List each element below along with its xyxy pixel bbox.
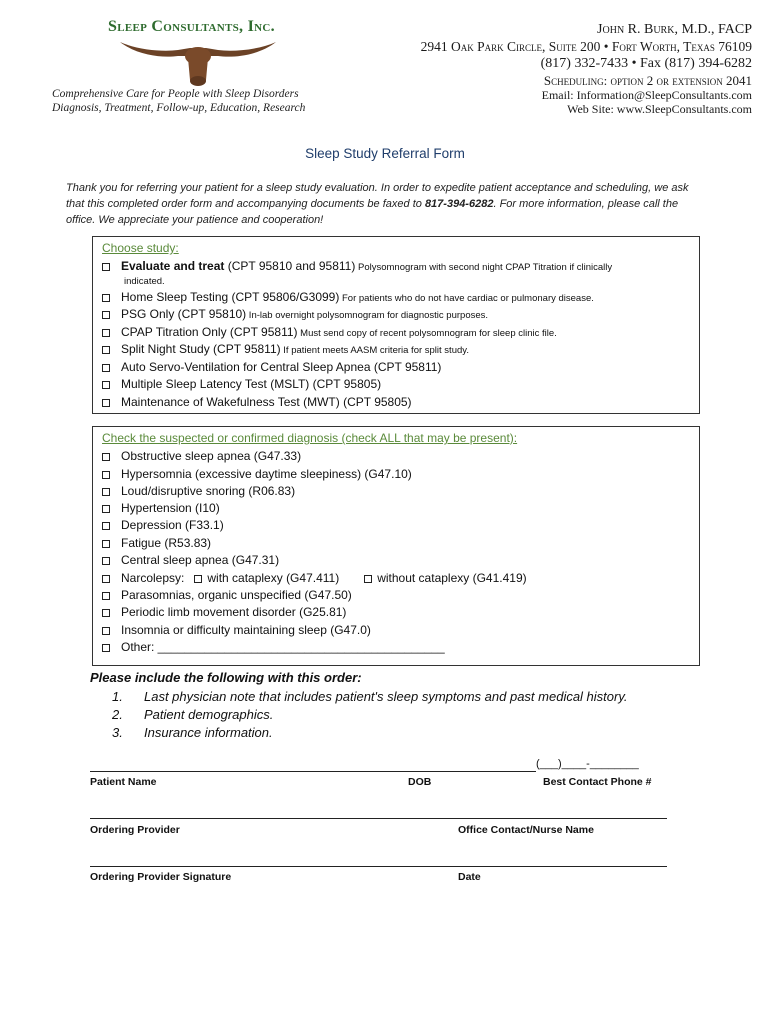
checkbox[interactable] (102, 346, 110, 354)
include-item: 2. Patient demographics. (112, 707, 274, 722)
checkbox[interactable] (102, 522, 110, 530)
checkbox[interactable] (102, 627, 110, 635)
date-label: Date (458, 871, 481, 883)
dob-label: DOB (408, 776, 432, 788)
checkbox[interactable] (102, 311, 110, 319)
signature-line[interactable] (90, 866, 667, 867)
checkbox[interactable] (102, 329, 110, 337)
study-option[interactable]: Multiple Sleep Latency Test (MSLT) (CPT 95805) (102, 376, 381, 392)
diagnosis-option[interactable]: Periodic limb movement disorder (G25.81) (102, 604, 346, 620)
study-option[interactable]: PSG Only (CPT 95810) In-lab overnight polysomnogram for diagnostic purposes. (102, 306, 488, 324)
phone-field[interactable]: (___)____-________ (536, 758, 639, 770)
checkbox[interactable] (102, 540, 110, 548)
office-address: 2941 Oak Park Circle, Suite 200 • Fort Worth, Texas 76109 (420, 39, 752, 54)
study-option[interactable]: Evaluate and treat (CPT 95810 and 95811) Polysomnogram with second night CPAP Titration if clinically (102, 258, 612, 276)
tagline-services: Diagnosis, Treatment, Follow-up, Education, Research (52, 102, 306, 114)
diagnosis-option[interactable]: Loud/disruptive snoring (R06.83) (102, 483, 295, 499)
checkbox[interactable] (102, 557, 110, 565)
checkbox[interactable] (102, 381, 110, 389)
checkbox-without-cataplexy[interactable] (364, 575, 372, 583)
fax-number: 817-394-6282 (424, 198, 494, 210)
diagnosis-option[interactable]: Depression (F33.1) (102, 517, 224, 533)
include-heading: Please include the following with this order: (90, 670, 362, 685)
diagnosis-option[interactable]: Hypersomnia (excessive daytime sleepiness) (G47.10) (102, 466, 412, 482)
diagnosis-option[interactable]: Hypertension (I10) (102, 500, 220, 516)
doctor-name: John R. Burk, M.D., FACP (597, 22, 752, 37)
intro-text: Thank you for referring your patient for a sleep study evaluation. In order to expedite patient acceptance and scheduling, we ask that this completed order form and accompanying documents be faxed to 817-394-6282. For more information, please call the office. We appreciate your patience and cooperation! (66, 182, 689, 226)
patient-dob-line[interactable] (90, 771, 536, 772)
checkbox[interactable] (102, 575, 110, 583)
diagnosis-option[interactable]: Central sleep apnea (G47.31) (102, 552, 279, 568)
checkbox[interactable] (102, 399, 110, 407)
provider-line[interactable] (90, 818, 667, 819)
tagline-care: Comprehensive Care for People with Sleep Disorders (52, 88, 299, 100)
checkbox[interactable] (102, 609, 110, 617)
diagnosis-option[interactable]: Insomnia or difficulty maintaining sleep (G47.0) (102, 622, 371, 638)
patient-name-label: Patient Name (90, 776, 157, 788)
diagnosis-option[interactable]: Fatigue (R53.83) (102, 535, 211, 551)
diagnosis-option-other[interactable]: Other: ___________________________________________ (102, 639, 445, 655)
checkbox[interactable] (102, 453, 110, 461)
include-item: 3. Insurance information. (112, 725, 273, 740)
diagnosis-option[interactable]: Parasomnias, organic unspecified (G47.50) (102, 587, 352, 603)
office-website: Web Site: www.SleepConsultants.com (567, 102, 752, 116)
checkbox[interactable] (102, 294, 110, 302)
study-note-continued: indicated. (124, 276, 165, 287)
study-option[interactable]: Split Night Study (CPT 95811) If patient meets AASM criteria for split study. (102, 341, 469, 359)
study-heading: Choose study: (102, 241, 179, 255)
provider-signature-label: Ordering Provider Signature (90, 871, 232, 883)
study-option[interactable]: Maintenance of Wakefulness Test (MWT) (CPT 95805) (102, 394, 412, 410)
form-title: Sleep Study Referral Form (305, 146, 465, 161)
diagnosis-option[interactable]: Obstructive sleep apnea (G47.33) (102, 448, 301, 464)
checkbox[interactable] (102, 471, 110, 479)
checkbox[interactable] (102, 644, 110, 652)
checkbox-with-cataplexy[interactable] (194, 575, 202, 583)
checkbox[interactable] (102, 364, 110, 372)
checkbox[interactable] (102, 505, 110, 513)
study-option[interactable]: Auto Servo-Ventilation for Central Sleep Apnea (CPT 95811) (102, 359, 441, 375)
study-option[interactable]: CPAP Titration Only (CPT 95811) Must send copy of recent polysomnogram for sleep clinic file. (102, 324, 557, 342)
checkbox[interactable] (102, 592, 110, 600)
ordering-provider-label: Ordering Provider (90, 824, 180, 836)
longhorn-logo-icon (118, 34, 278, 90)
company-name: Sleep Consultants, Inc. (108, 18, 275, 35)
office-email: Email: Information@SleepConsultants.com (541, 88, 752, 102)
study-option[interactable]: Home Sleep Testing (CPT 95806/G3099) For patients who do not have cardiac or pulmonary disease. (102, 289, 594, 307)
diagnosis-heading: Check the suspected or confirmed diagnosis (check ALL that may be present): (102, 431, 518, 445)
office-contact-label: Office Contact/Nurse Name (458, 824, 594, 836)
scheduling-info: Scheduling: option 2 or extension 2041 (543, 73, 752, 88)
office-phone: (817) 332-7433 • Fax (817) 394-6282 (540, 56, 752, 71)
checkbox[interactable] (102, 263, 110, 271)
phone-label: Best Contact Phone # (543, 776, 652, 788)
checkbox[interactable] (102, 488, 110, 496)
diagnosis-option-narcolepsy[interactable]: Narcolepsy: with cataplexy (G47.411) without cataplexy (G41.419) (102, 570, 527, 586)
include-item: 1. Last physician note that includes patient's sleep symptoms and past medical history. (112, 689, 628, 704)
